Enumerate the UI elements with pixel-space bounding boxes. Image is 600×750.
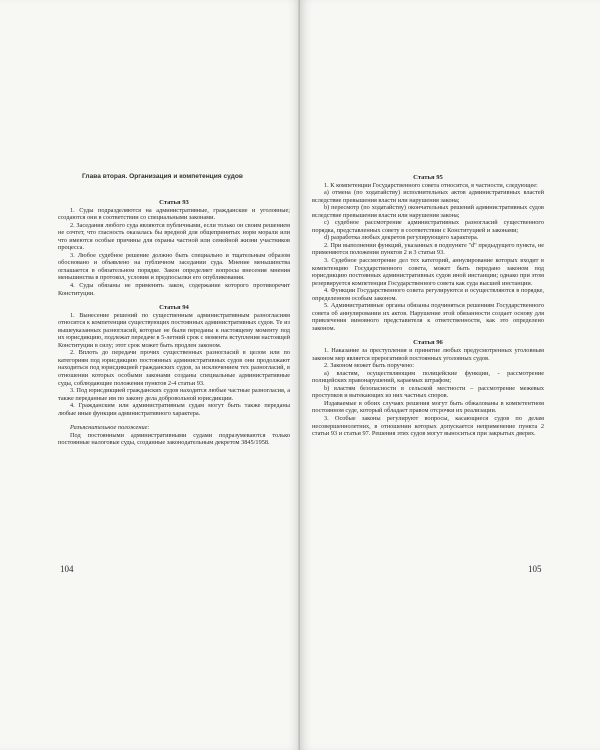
article-95-intro: 1. К компетенции Государственного совета относится, в частности, следующее: [324,181,538,189]
article-96-item-a: a) властям, осуществляющим полицейские функции, - рассмотрение полицейских правонарушений, караемых штрафом; [312,369,544,385]
article-95-p2: 2. При выполнении функций, указанных в подпункте "d" предыдущего пункта, не применяются положения пунктов 2 и 3 статьи 93. [312,241,544,257]
article-94-p2: 2. Вплоть до передачи прочих существенных разногласий в целом или по категориям под юрисдикцию постоянных административных судов они продолжают находиться под юрисдикцией гражданских судов, за исключением тех разногласий, в отношении которых особыми законами созданы специальные административные суды, соблюдающие положения пунктов 2-4 статьи 93. [58,349,290,387]
article-96-p2b: Издаваемые в обоих случаях решения могут быть обжалованы в компетентном постоянном суде, который обладает правом отсрочки их реализации. [312,399,544,415]
article-94-title: Статья 94 [159,304,189,312]
article-95-title: Статья 95 [413,174,443,181]
article-95-item-d: d) разработка любых декретов регулирующего характера. [324,234,479,242]
article-94-p1: 1. Вынесение решений по существенным административным разногласиям относится к компетенции существующих постоянных административных судов. Те из вышеуказанных разногласий, которые не были переданы к настоящему моменту под их юрисдикцию, подлежат передаче в 5-летний срок с момента вступления настоящей Конституции в силу; этот срок может быть продлен законом. [58,311,290,349]
article-95-item-a: a) отмена (по ходатайству) исполнительных актов административных властей вследствие превышения власти или нарушения закона; [312,189,544,204]
article-96-title: Статья 96 [413,339,443,347]
page-number-left: 104 [60,564,74,574]
right-page [300,0,600,750]
article-95-p3: 3. Судебное рассмотрение дел тех категорий, аннулирование которых входит в компетенцию Государственного совета, может быть передано законом под юрисдикцию постоянных административных судов иной инстанции; однако при этом резервируется компетенция Государственного совета как суда высшей инстанции. [312,257,544,287]
article-93-p4: 4. Суды обязаны не применять закон, содержание которого противоречит Конституции. [58,282,290,297]
chapter-title: Глава вторая. Организация и компетенция судов [82,173,243,180]
article-95-item-c: c) судебное рассмотрение административных разногласий существенного порядка, представленных совету в соответствии с Конституцией и законами; [312,219,544,234]
article-93-p2: 2. Заседания любого суда являются публичными, если только он своим решением не сочтет, что гласность оказалась бы вредной для общепринятых норм морали или что имеются особые причины для охраны частной или семейной жизни участников процесса. [58,221,290,252]
article-95-p4: 4. Функции Государственного совета регулируются и осуществляются в порядке, определенном особым законом. [312,287,544,302]
transitional-title: Разъяснительное положение: [70,424,150,432]
right-column [312,174,544,438]
article-93-p3: 3. Любое судебное решение должно быть специально и тщательным образом обосновано и объявлено на публичном заседании суда. Мнение меньшинства оглашается в обязательном порядке. Закон определяет вопросы внесения мнения меньшинства в протокол, условия и предпосылки его опубликования. [58,251,290,282]
transitional-text: Под постоянными административными судами подразумеваются только постоянные налоговые суды, созданные законодательным декретом 3845/1958. [58,431,290,447]
article-93-title: Статья 93 [159,199,189,206]
article-93-p1: 1. Суды подразделяются на административные, гражданские и уголовные; создаются они в соответствии со специальными законами. [58,206,290,222]
article-95-p5: 5. Административные органы обязаны подчиняться решениям Государственного совета об аннулировании их актов. Нарушение этой обязанности создает основу для привлечения виновного представителя к ответственности, как это определено законом. [312,302,544,332]
page-number-right: 105 [528,564,542,574]
article-96-p2: 2. Законом может быть поручено: [324,362,415,370]
article-94-p3: 3. Под юрисдикцией гражданских судов находятся любые частные разногласия, а также переданные им по закону дела добровольной юрисдикции. [58,387,290,402]
article-95-item-b: b) пересмотр (по ходатайству) окончательных решений административных судов вследствие превышения власти или нарушения закона; [312,204,544,219]
left-column [58,199,290,447]
article-96-item-b: b) властям безопасности в сельской местности – рассмотрение межевых проступков и вытекающих из них частных споров. [312,384,544,400]
article-94-p4: 4. Гражданским или административным судам могут быть также переданы любые иные функции административного характера. [58,402,290,417]
article-96-p1: 1. Наказание за преступления и принятие любых предусмотренных уголовным законом мер является прерогативой постоянных уголовных судов. [312,347,544,362]
article-96-p3: 3. Особые законы регулируют вопросы, касающиеся судов по делам несовершеннолетних, в отношении которых допускается неприменение пункта 2 статьи 93 и статьи 97. Решения этих судов могут выноситься при закрытых дверях. [312,414,544,438]
